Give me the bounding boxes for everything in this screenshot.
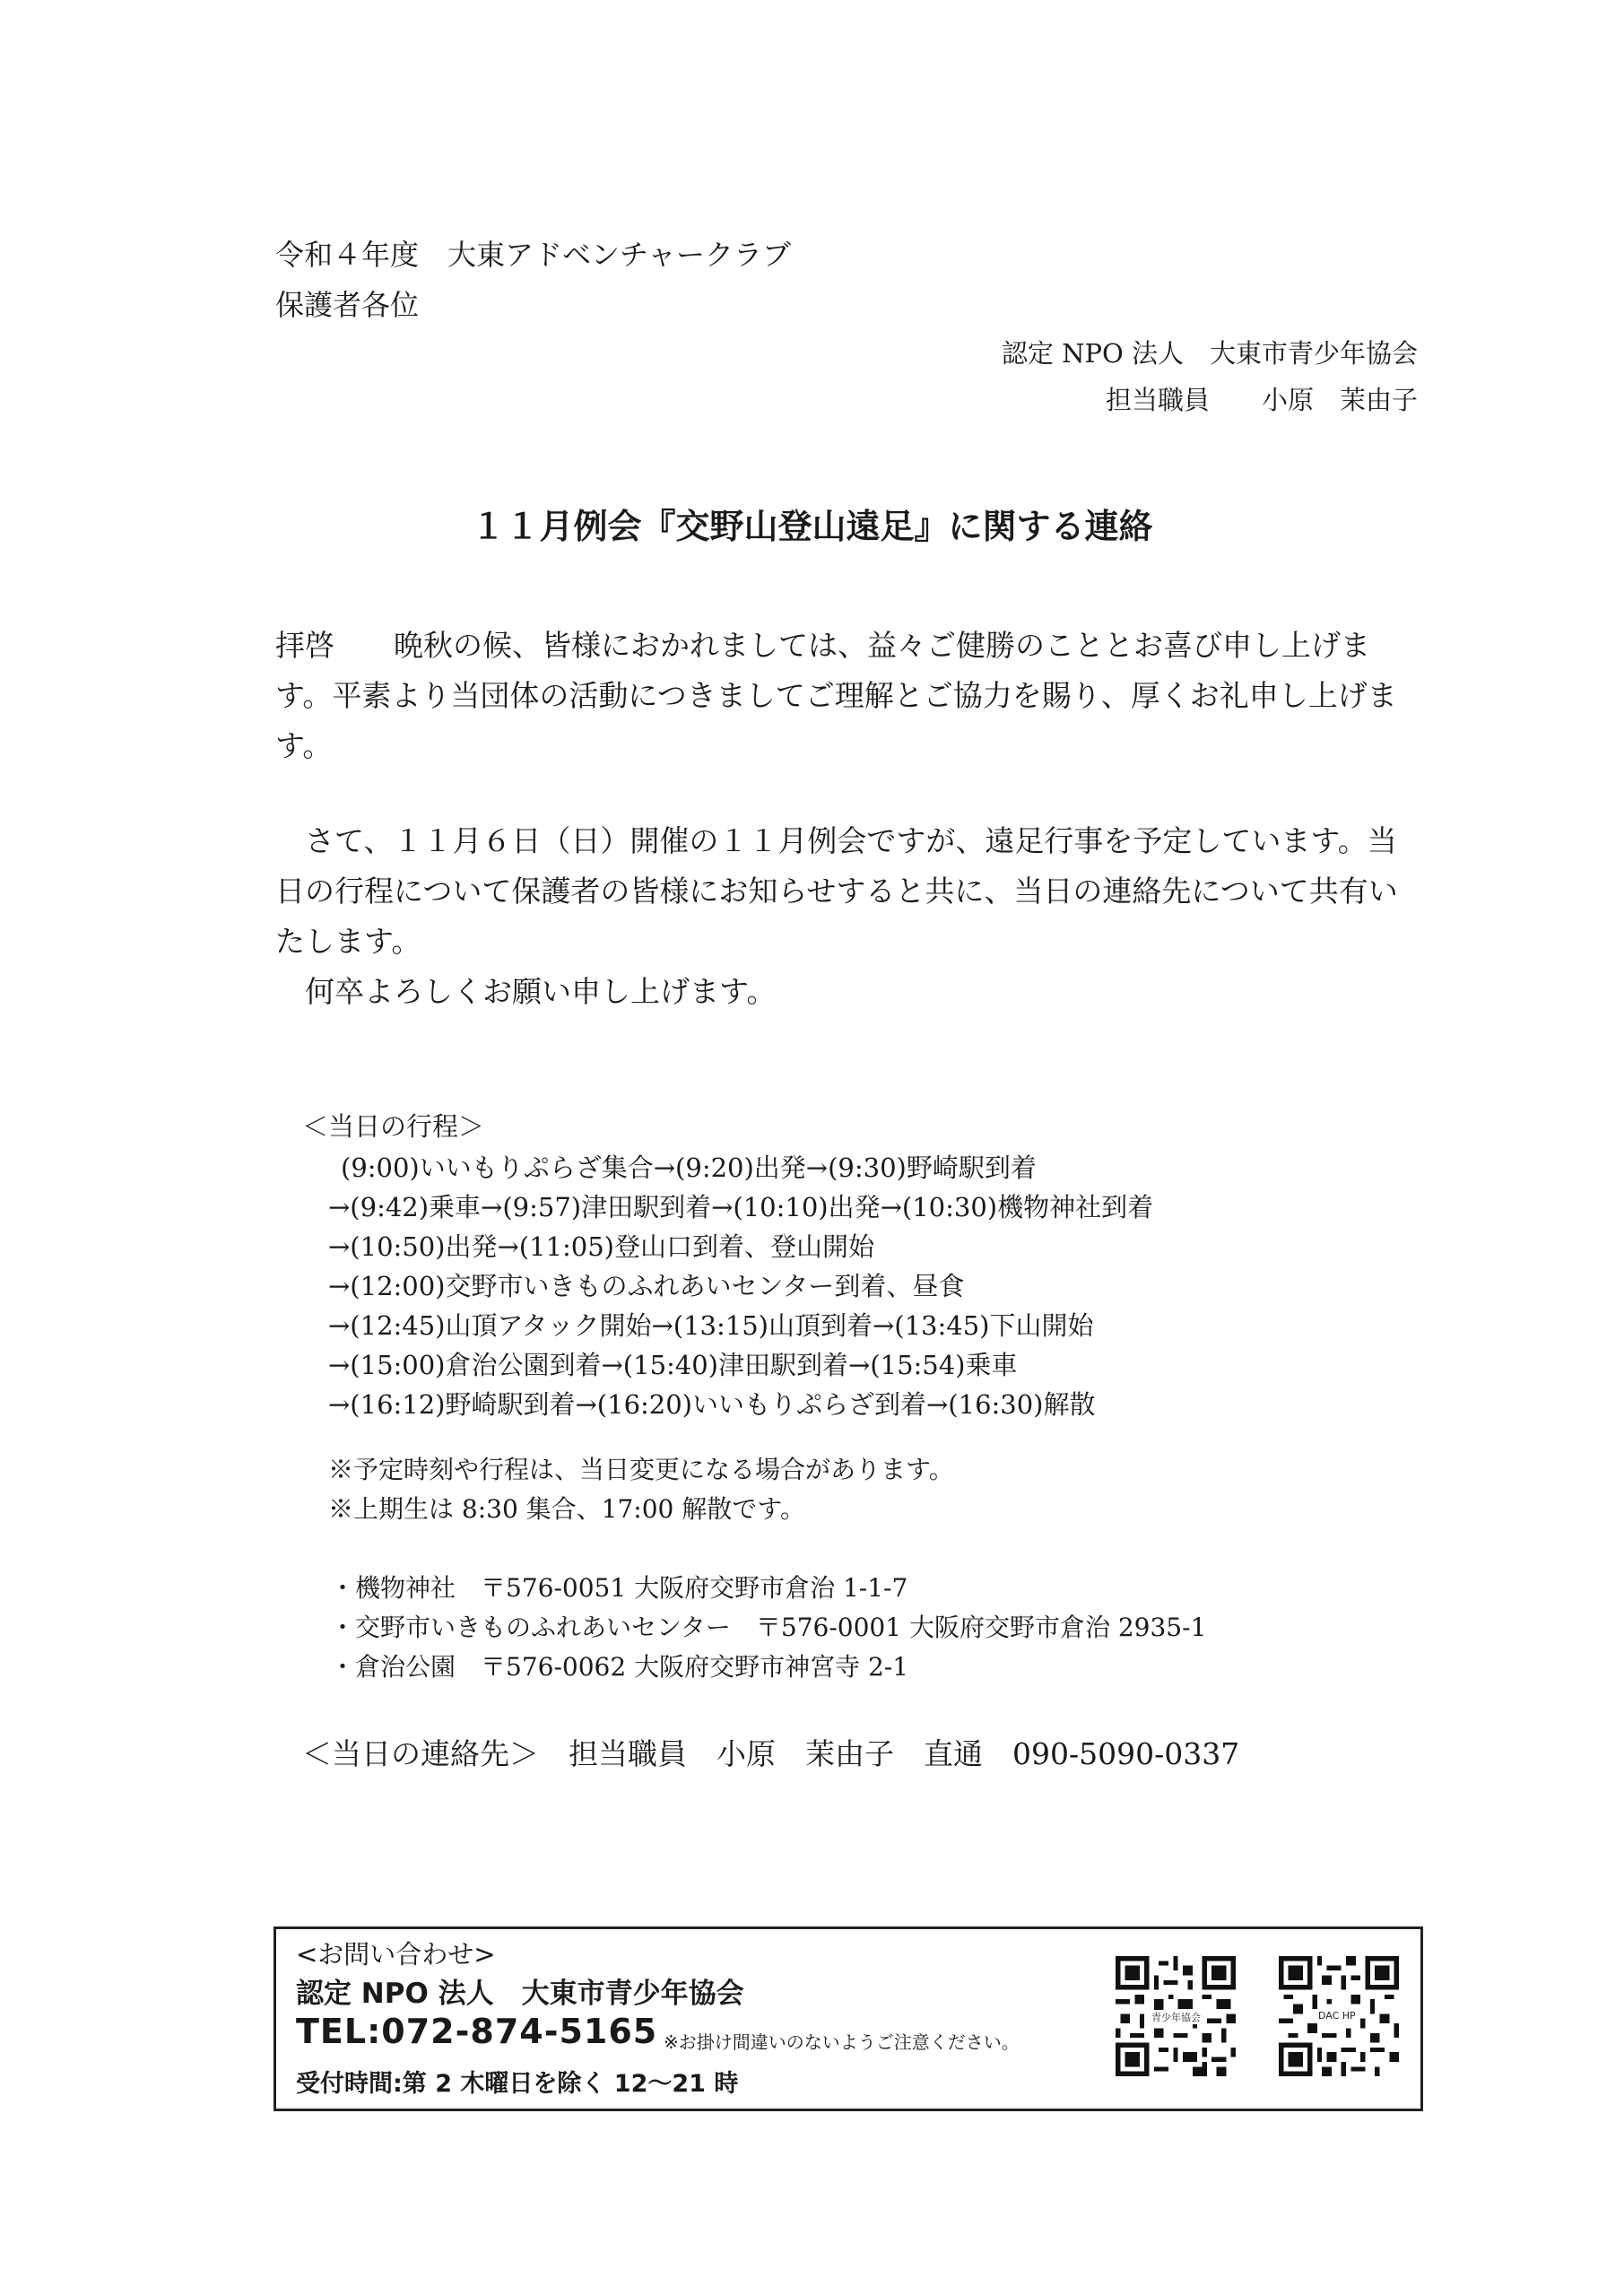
inquiry-tel[interactable]: TEL:072-874-5165 xyxy=(296,2012,658,2051)
header-org: 認定 NPO 法人 大東市青少年協会 xyxy=(1001,338,1418,369)
note: ※予定時刻や行程は、当日変更になる場合があります。 xyxy=(328,1455,954,1484)
page-title: １１月例会『交野山登山遠足』に関する連絡 xyxy=(471,507,1153,546)
body-closing: 何卒よろしくお願い申し上げます。 xyxy=(275,974,777,1009)
inquiry-org: 認定 NPO 法人 大東市青少年協会 xyxy=(296,1978,744,2010)
body-announcement: さて、１１月６日（日）開催の１１月例会ですが、遠足行事を予定しています。当日の行程について保護者の皆様にお知らせすると共に、当日の連絡先について共有いたします。 xyxy=(275,823,1398,959)
header-staff: 担当職員 小原 茉由子 xyxy=(1105,385,1418,415)
schedule-heading: ＜当日の行程＞ xyxy=(302,1111,485,1142)
schedule-line: →(16:12)野崎駅到着→(16:20)いいもりぷらざ到着→(16:30)解散 xyxy=(328,1389,1096,1420)
qr-label-dac: DAC HP xyxy=(1318,2010,1356,2022)
inquiry-hours: 受付時間:第 2 木曜日を除く 12〜21 時 xyxy=(296,2070,739,2098)
qr-label-association: 青少年協会 xyxy=(1151,2012,1201,2023)
body-greeting: 拝啓 晩秋の候、皆様におかれましては、益々ご健勝のこととお喜び申し上げます。平素より当団体の活動につきましてご理解とご協力を賜り、厚くお礼申し上げます。 xyxy=(275,628,1397,763)
header-recipients: 保護者各位 xyxy=(275,288,420,322)
body-text-2 xyxy=(275,816,1423,1017)
address-item: ・機物神社 〒576-0051 大阪府交野市倉治 1-1-7 xyxy=(330,1573,908,1603)
address-item: ・交野市いきものふれあいセンター 〒576-0001 大阪府交野市倉治 2935-1 xyxy=(330,1613,1207,1642)
inquiry-heading: <お問い合わせ> xyxy=(296,1939,496,1970)
header-year-club: 令和４年度 大東アドベンチャークラブ xyxy=(275,238,792,272)
inquiry-box xyxy=(274,1926,1423,2111)
schedule-line: (9:00)いいもりぷらざ集合→(9:20)出発→(9:30)野崎駅到着 xyxy=(341,1152,1037,1183)
schedule-line: →(10:50)出発→(11:05)登山口到着、登山開始 xyxy=(328,1231,875,1262)
day-contact: ＜当日の連絡先＞ 担当職員 小原 茉由子 直通 090-5090-0337 xyxy=(302,1736,1240,1771)
body-text xyxy=(275,621,1423,771)
note: ※上期生は 8:30 集合、17:00 解散です。 xyxy=(328,1494,806,1524)
schedule-line: →(15:00)倉治公園到着→(15:40)津田駅到着→(15:54)乗車 xyxy=(328,1350,1018,1380)
schedule-line: →(12:00)交野市いきものふれあいセンター到着、昼食 xyxy=(328,1271,965,1301)
address-item: ・倉治公園 〒576-0062 大阪府交野市神宮寺 2-1 xyxy=(330,1652,909,1682)
schedule-line: →(12:45)山頂アタック開始→(13:15)山頂到着→(13:45)下山開始 xyxy=(328,1310,1094,1341)
inquiry-tel-note: ※お掛け間違いのないようご注意ください。 xyxy=(664,2031,1020,2053)
schedule-line: →(9:42)乗車→(9:57)津田駅到着→(10:10)出発→(10:30)機物神社到着 xyxy=(328,1192,1154,1222)
